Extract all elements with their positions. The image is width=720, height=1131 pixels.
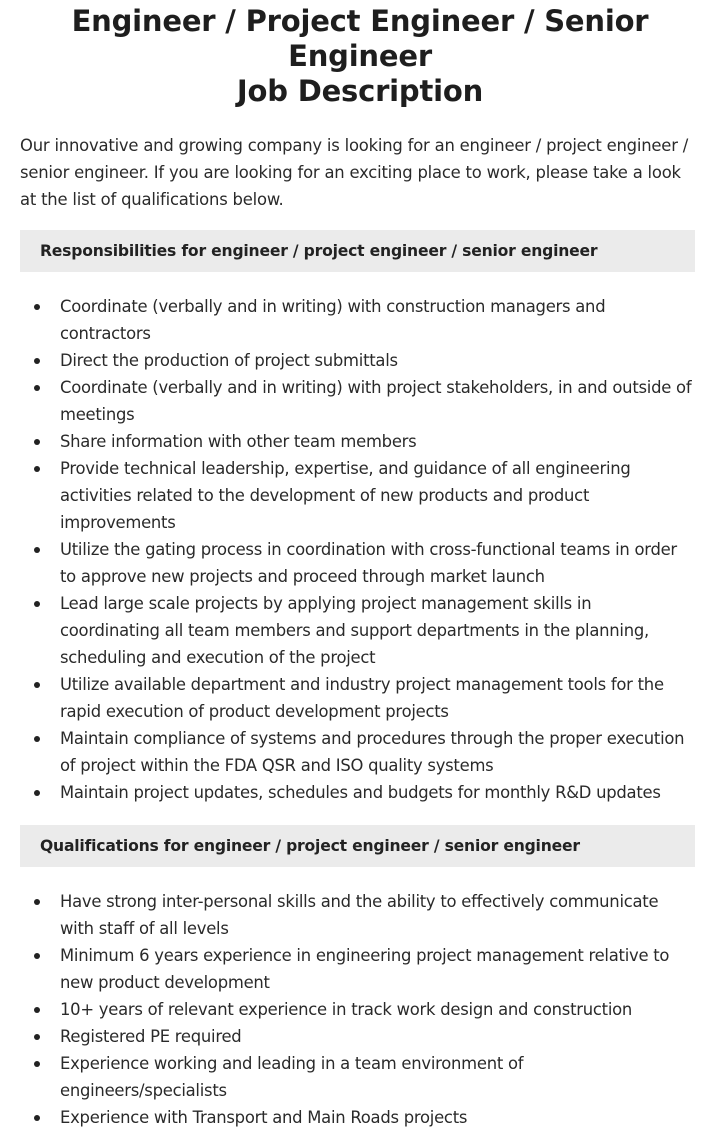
list-item: Maintain project updates, schedules and budgets for monthly R&D updates <box>60 779 695 806</box>
list-item: Experience with Transport and Main Roads projects <box>60 1104 695 1131</box>
list-item: Coordinate (verbally and in writing) with construction managers and contractors <box>60 293 695 347</box>
list-item: Provide technical leadership, expertise, and guidance of all engineering activities related to the development of new products and product improvements <box>60 455 695 536</box>
list-item: Experience working and leading in a team environment of engineers/specialists <box>60 1050 695 1104</box>
list-item: Share information with other team members <box>60 428 695 455</box>
intro-paragraph: Our innovative and growing company is looking for an engineer / project engineer / senior engineer. If you are looking for an exciting place to work, please take a look at the list of qualifications below. <box>20 136 689 209</box>
responsibilities-list <box>20 293 695 806</box>
list-item: Minimum 6 years experience in engineering project management relative to new product development <box>60 942 695 996</box>
responsibilities-heading: Responsibilities for engineer / project engineer / senior engineer <box>20 230 695 272</box>
page-title-line-2: Job Description <box>236 74 484 108</box>
list-item: Direct the production of project submittals <box>60 347 695 374</box>
list-item: 10+ years of relevant experience in track work design and construction <box>60 996 695 1023</box>
list-item: Utilize available department and industry project management tools for the rapid execution of product development projects <box>60 671 695 725</box>
list-item: Have strong inter-personal skills and the ability to effectively communicate with staff of all levels <box>60 888 695 942</box>
page-title <box>0 0 720 109</box>
list-item: Utilize the gating process in coordination with cross-functional teams in order to approve new projects and proceed through market launch <box>60 536 695 590</box>
page-title-line-1: Engineer / Project Engineer / Senior Engineer <box>71 4 649 73</box>
list-item: Registered PE required <box>60 1023 695 1050</box>
list-item: Lead large scale projects by applying project management skills in coordinating all team members and support departments in the planning, scheduling and execution of the project <box>60 590 695 671</box>
list-item: Coordinate (verbally and in writing) with project stakeholders, in and outside of meetings <box>60 374 695 428</box>
qualifications-heading: Qualifications for engineer / project engineer / senior engineer <box>20 825 695 867</box>
list-item: Maintain compliance of systems and procedures through the proper execution of project within the FDA QSR and ISO quality systems <box>60 725 695 779</box>
qualifications-list <box>20 888 695 1131</box>
